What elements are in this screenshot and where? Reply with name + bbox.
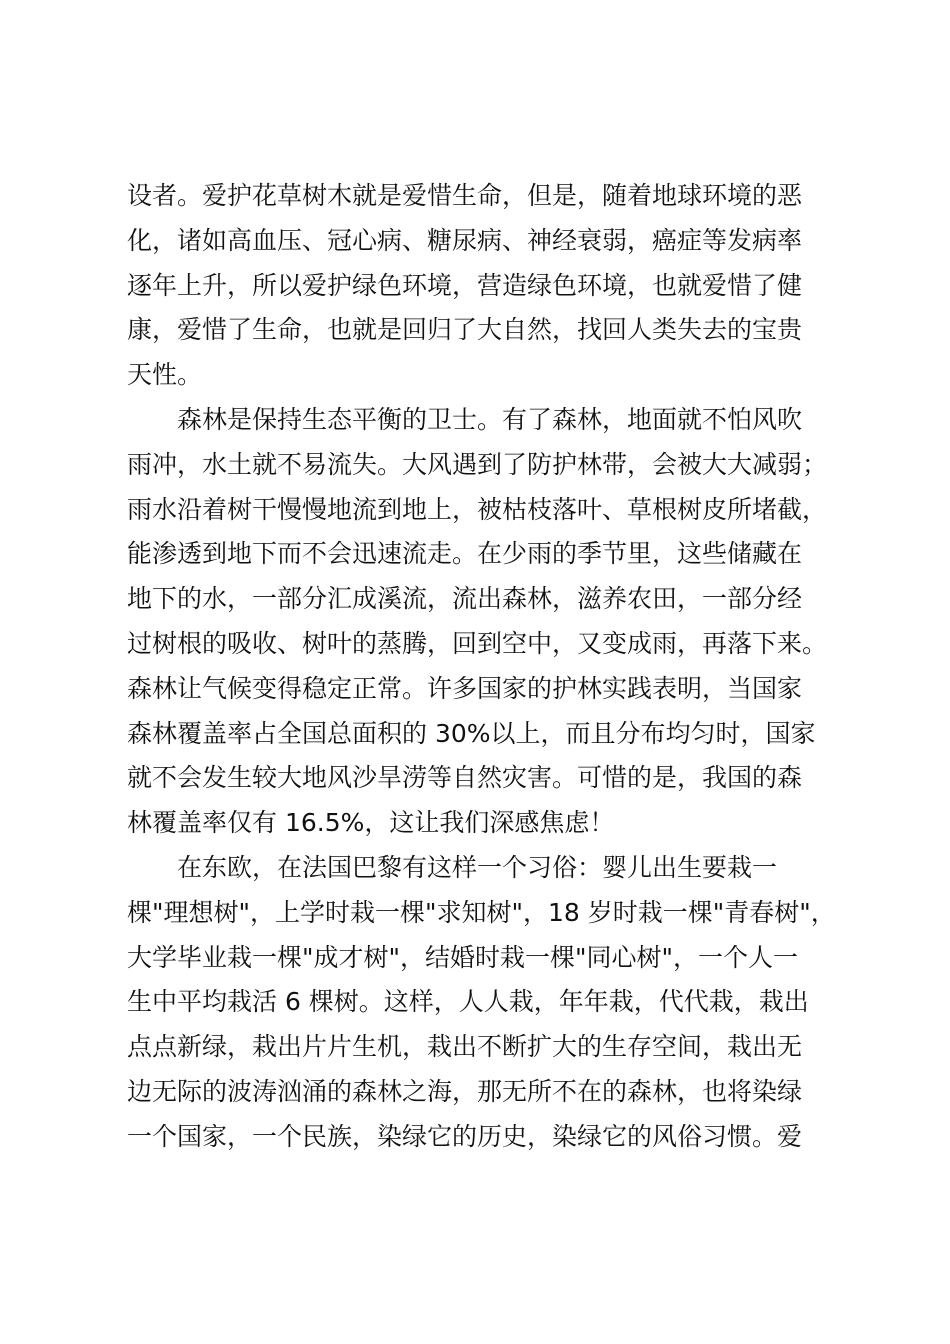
text-line: 雨冲，水土就不易流失。大风遇到了防护林带，会被大大减弱； (127, 449, 828, 479)
text-line: 森林是保持生态平衡的卫士。有了森林，地面就不怕风吹 (127, 404, 803, 434)
text-line: 过树根的吸收、树叶的蒸腾，回到空中，又变成雨，再落下来。 (127, 628, 828, 658)
text-line: 雨水沿着树干慢慢地流到地上，被枯枝落叶、草根树皮所堵截， (127, 494, 828, 524)
text-line: 边无际的波涛汹涌的森林之海，那无所不在的森林，也将染绿 (127, 1076, 803, 1106)
text-line: 一个国家，一个民族，染绿它的历史，染绿它的风俗习惯。爱 (127, 1121, 803, 1151)
text-line: 点点新绿，栽出片片生机，栽出不断扩大的生存空间，栽出无 (127, 1032, 803, 1062)
text-line: 大学毕业栽一棵"成才树"，结婚时栽一棵"同心树"，一个人一 (127, 942, 798, 972)
text-line: 逐年上升，所以爱护绿色环境，营造绿色环境，也就爱惜了健 (127, 270, 803, 300)
text-line: 天性。 (127, 360, 203, 390)
text-line: 能渗透到地下而不会迅速流走。在少雨的季节里，这些储藏在 (127, 539, 803, 569)
text-line: 康，爱惜了生命，也就是回归了大自然，找回人类失去的宝贵 (127, 315, 803, 345)
body-text (127, 174, 867, 1160)
text-line: 棵"理想树"，上学时栽一棵"求知树"，18 岁时栽一棵"青春树"， (127, 897, 836, 927)
text-line: 就不会发生较大地风沙旱涝等自然灾害。可惜的是，我国的森 (127, 763, 803, 793)
text-line: 森林覆盖率占全国总面积的 30%以上，而且分布均匀时，国家 (127, 718, 816, 748)
text-line: 地下的水，一部分汇成溪流，流出森林，滋养农田，一部分经 (127, 584, 803, 614)
text-line: 化，诸如高血压、冠心病、糖尿病、神经衰弱，癌症等发病率 (127, 225, 803, 255)
text-line: 森林让气候变得稳定正常。许多国家的护林实践表明，当国家 (127, 673, 803, 703)
text-line: 林覆盖率仅有 16.5%，这让我们深感焦虑！ (127, 808, 615, 838)
text-line: 生中平均栽活 6 棵树。这样，人人栽，年年栽，代代栽，栽出 (127, 987, 809, 1017)
text-line: 在东欧，在法国巴黎有这样一个习俗：婴儿出生要栽一 (127, 852, 778, 882)
text-line: 设者。爱护花草树木就是爱惜生命，但是，随着地球环境的恶 (127, 181, 803, 210)
